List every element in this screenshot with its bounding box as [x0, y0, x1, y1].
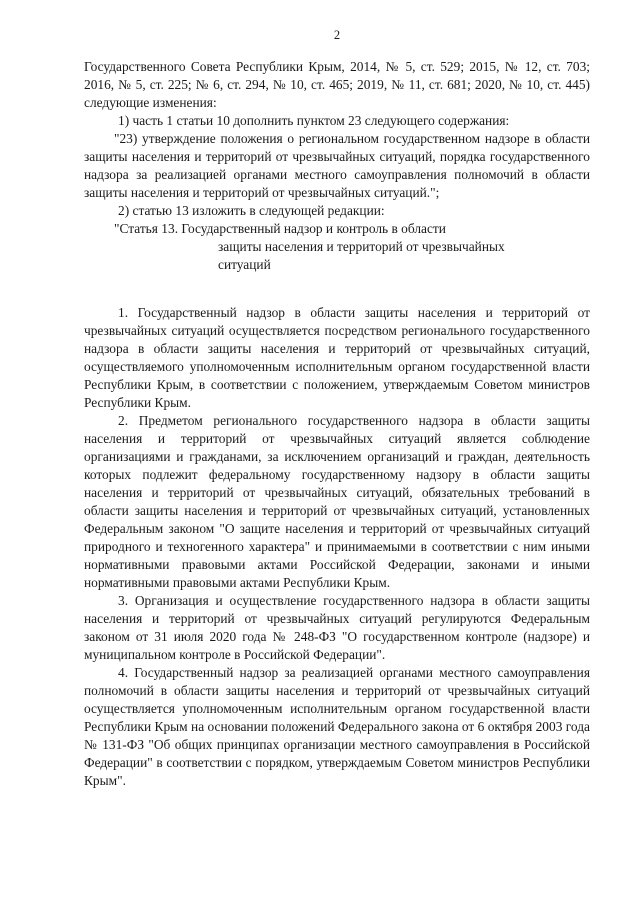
article-title-line-2: защиты населения и территорий от чрезвычайных	[218, 239, 505, 254]
page-number: 2	[333, 28, 341, 42]
article-heading	[84, 220, 590, 274]
article-title-line-3: ситуаций	[218, 257, 271, 272]
amendment-item-2: 2) статью 13 изложить в следующей редакции:	[118, 203, 385, 218]
intro-paragraph: Государственного Совета Республики Крым, 2014, № 5, ст. 529; 2015, № 12, ст. 703; 2016, № 5, ст. 225; № 6, ст. 294, № 10, ст. 465; 2019, № 11, ст. 681; 2020, № 10, ст. 445) следующие изменения:	[84, 59, 590, 110]
article-title-line-1: Государственный надзор и контроль в области	[181, 221, 446, 236]
document-body	[84, 58, 590, 790]
article-point-4: 4. Государственный надзор за реализацией органами местного самоуправления полномочий в области защиты населения и территорий от чрезвычайных ситуаций осуществляется уполномоченным исполнительным органом государственной власти Республики Крым на основании положений Федерального закона от 6 октября 2003 года № 131-ФЗ "Об общих принципах организации местного самоуправления в Российской Федерации" в соответствии с порядком, утверждаемым Советом министров Республики Крым".	[84, 665, 590, 788]
article-point-3: 3. Организация и осуществление государственного надзора в области защиты населения и территорий от чрезвычайных ситуаций регулируются Федеральным законом от 31 июля 2020 года № 248-ФЗ "О государственном контроле (надзоре) и муниципальном контроле в Российской Федерации".	[84, 593, 590, 662]
amendment-item-1-quote: "23) утверждение положения о региональном государственном надзоре в области защиты населения и территорий от чрезвычайных ситуаций, порядка государственного надзора за реализацией органами местного самоуправления полномочий в области защиты населения и территорий от чрезвычайных ситуаций.";	[84, 131, 590, 200]
amendment-item-1: 1) часть 1 статьи 10 дополнить пунктом 23 следующего содержания:	[118, 113, 510, 128]
article-point-1: 1. Государственный надзор в области защиты населения и территорий от чрезвычайных ситуаций осуществляется посредством регионального государственного надзора в области защиты населения и территорий от чрезвычайных ситуаций, осуществляемого уполномоченным исполнительным органом государственной власти Республики Крым, в соответствии с положением, утверждаемым Советом министров Республики Крым.	[84, 305, 590, 410]
article-label: "Статья 13.	[114, 221, 179, 236]
article-point-2: 2. Предметом регионального государственного надзора в области защиты населения и территорий от чрезвычайных ситуаций является соблюдение организациями и гражданами, за исключением организаций и граждан, деятельность которых подлежит федеральному государственному надзору в области защиты населения и территорий от чрезвычайных ситуаций, обязательных требований в области защиты населения и территорий от чрезвычайных ситуаций, установленных Федеральным законом "О защите населения и территорий от чрезвычайных ситуаций природного и техногенного характера" и принимаемыми в соответствии с ним иными нормативными правовыми актами Российской Федерации, законами и иными нормативными правовыми актами Республики Крым.	[84, 413, 590, 590]
spacer	[84, 274, 590, 304]
